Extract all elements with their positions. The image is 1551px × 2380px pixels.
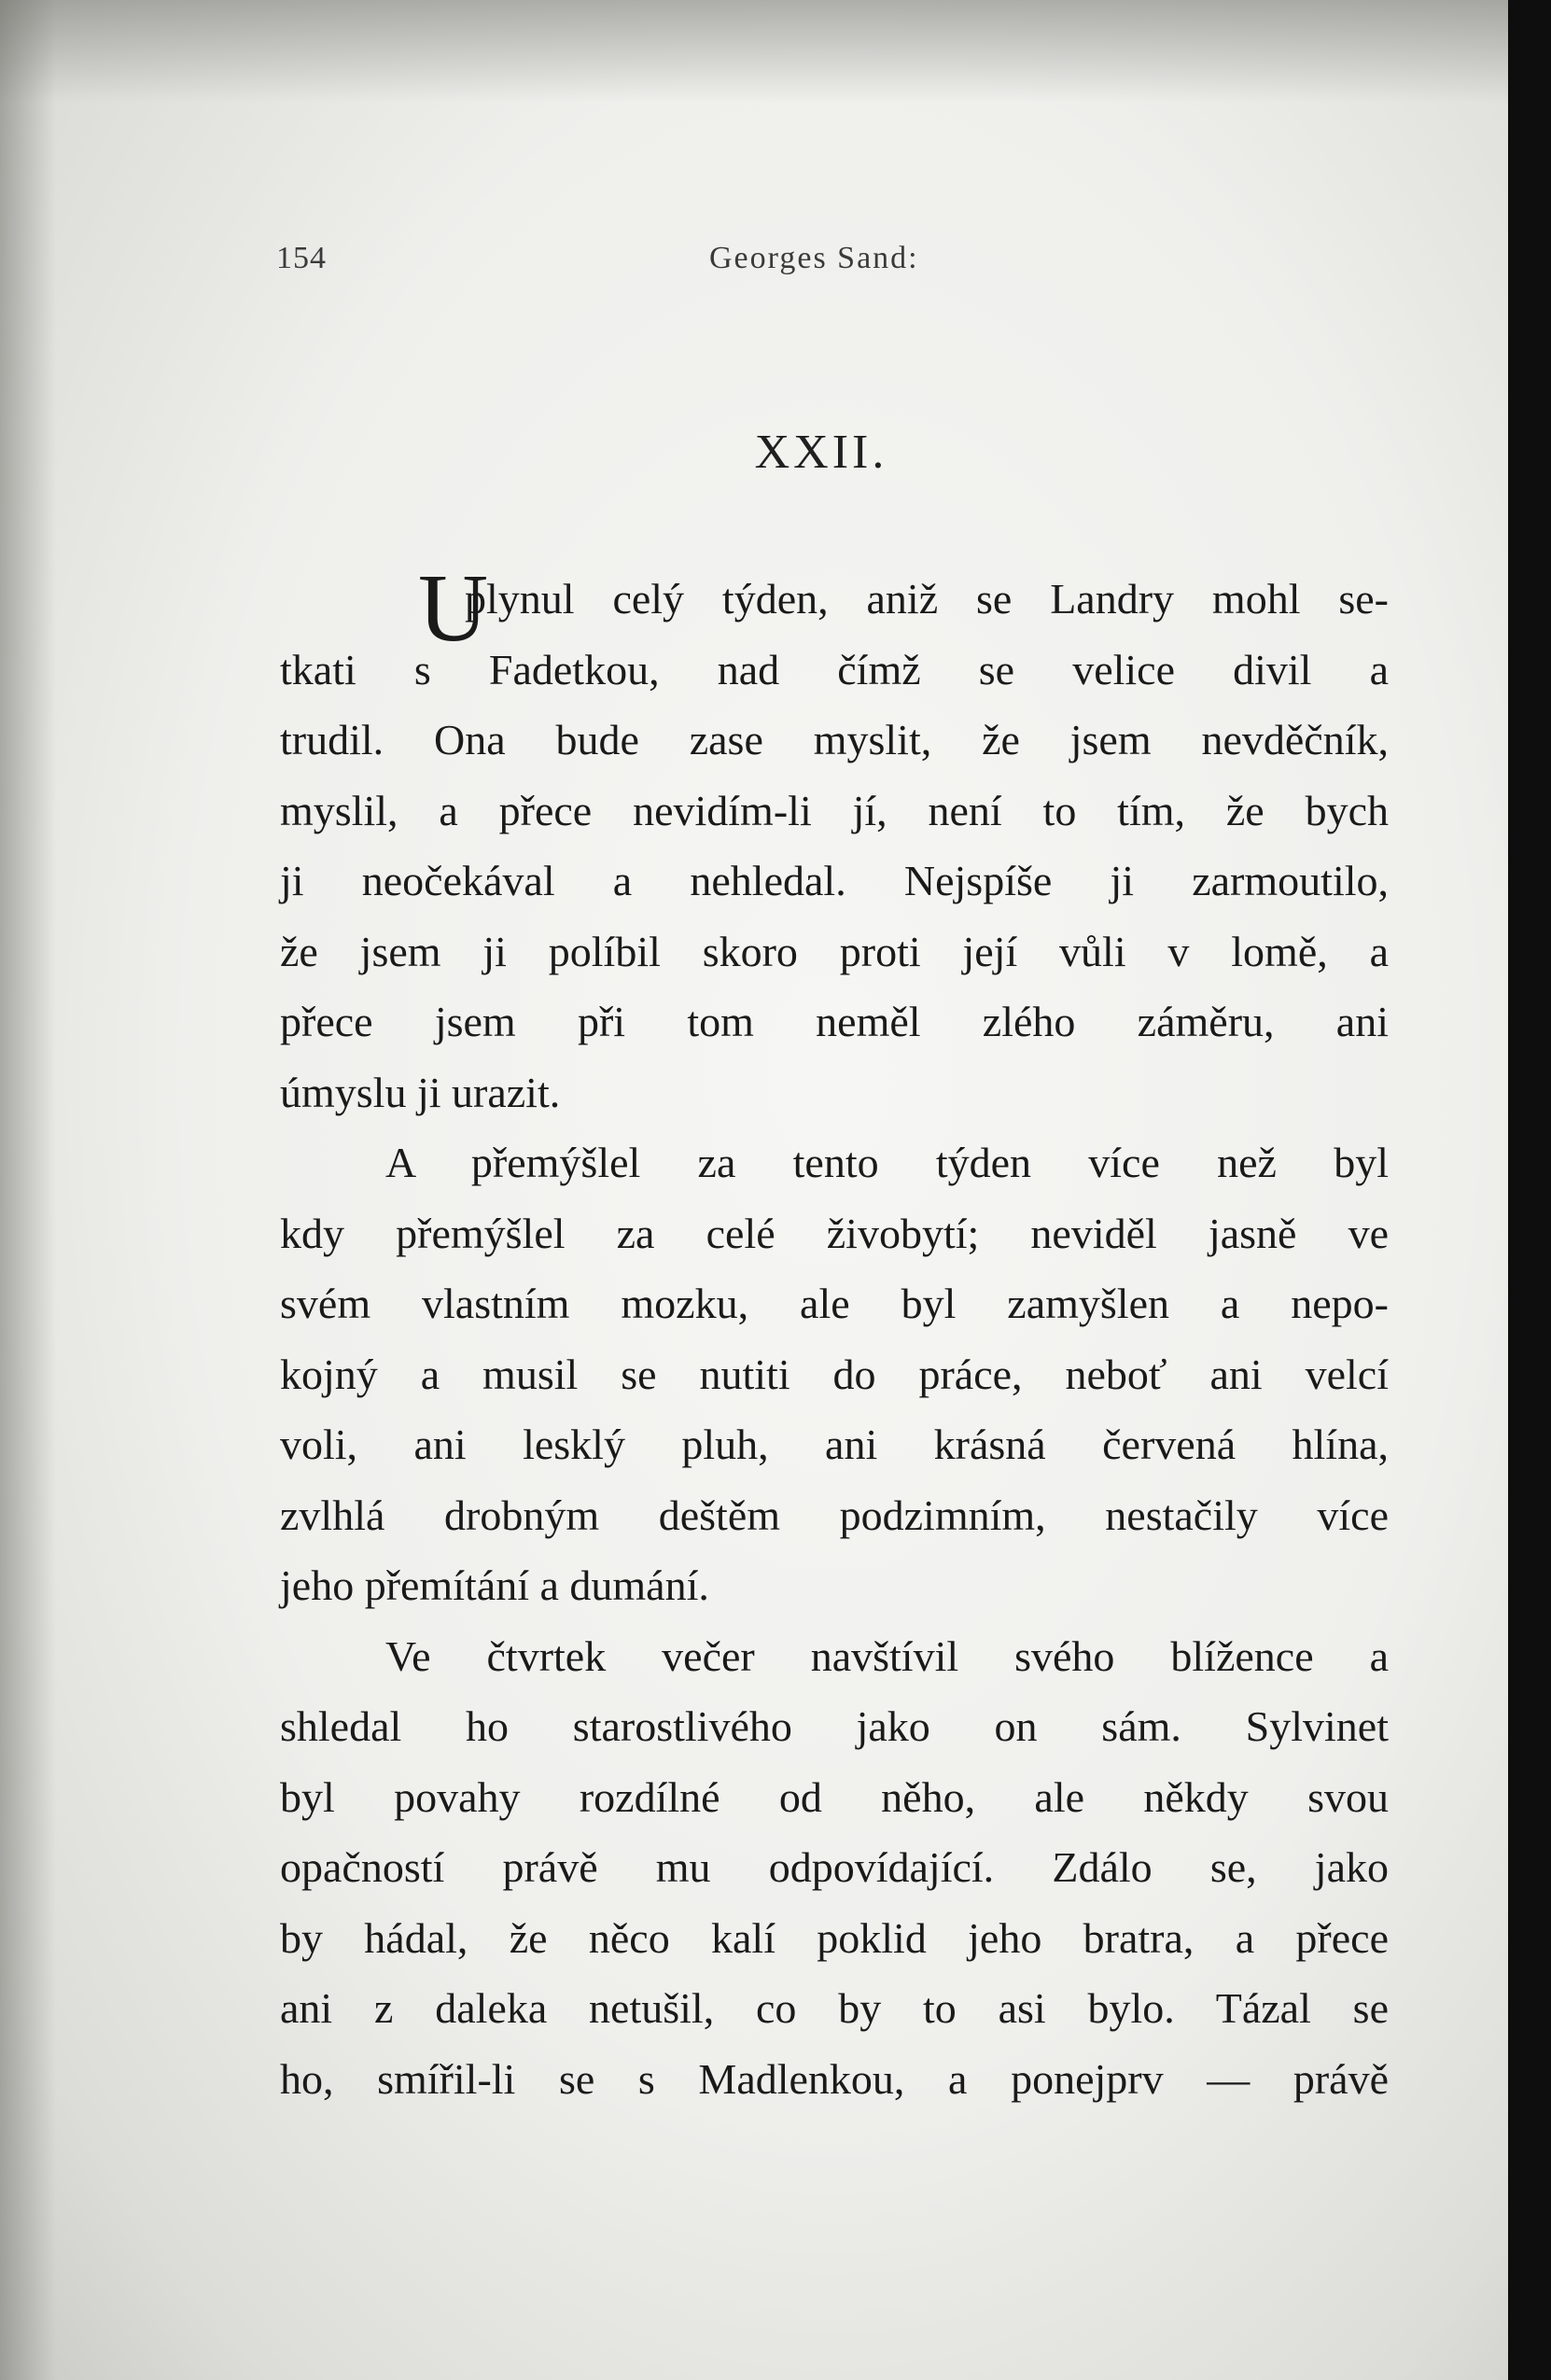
text-line: myslil, a přece nevidím-li jí, není to tím, že bych <box>280 786 1389 834</box>
page-edge-shadow-left <box>0 0 56 2380</box>
text-line: trudil. Ona bude zase myslit, že jsem nevděčník, <box>280 716 1389 763</box>
running-head: Georges Sand: <box>709 241 919 275</box>
book-binding-edge <box>1508 0 1551 2380</box>
text-line: kojný a musil se nutiti do práce, neboť ani velcí <box>280 1350 1389 1398</box>
text-line: kdy přemýšlel za celé živobytí; neviděl jasně ve <box>280 1209 1389 1257</box>
drop-cap: U <box>418 554 489 662</box>
text-line: úmyslu ji urazit. <box>280 1068 561 1116</box>
page-edge-shadow-top <box>0 0 1508 103</box>
text-line: přece jsem při tom neměl zlého záměru, ani <box>280 998 1389 1045</box>
body-text <box>280 554 1389 2114</box>
text-line: A přemýšlel za tento týden více než byl <box>385 1139 1389 1186</box>
text-line: plynul celý týden, aniž se Landry mohl se- <box>465 575 1389 623</box>
text-line: zvlhlá drobným deštěm podzimním, nestačily více <box>280 1491 1389 1539</box>
page-number: 154 <box>276 241 327 275</box>
text-line: Ve čtvrtek večer navštívil svého blížence a <box>385 1631 1389 1680</box>
text-line: že jsem ji políbil skoro proti její vůli v lomě, a <box>280 927 1389 975</box>
text-line: tkati s Fadetkou, nad čímž se velice divil a <box>280 645 1389 693</box>
text-line: ho, smířil-li se s Madlenkou, a ponejprv — právě <box>280 2054 1389 2103</box>
text-line: byl povahy rozdílné od něho, ale někdy svou <box>280 1772 1389 1821</box>
text-line: by hádal, že něco kalí poklid jeho bratra, a přece <box>280 1913 1389 1962</box>
text-line: ani z daleka netušil, co by to asi bylo. Tázal se <box>280 1984 1389 2032</box>
text-line: ji neočekával a nehledal. Nejspíše ji zarmoutilo, <box>280 857 1389 904</box>
chapter-title: XXII. <box>754 426 888 479</box>
text-line: svém vlastním mozku, ale byl zamyšlen a nepo- <box>280 1280 1389 1327</box>
text-line: jeho přemítání a dumání. <box>280 1561 709 1609</box>
page-header <box>276 241 1387 287</box>
text-line: shledal ho starostlivého jako on sám. Sylvinet <box>280 1702 1389 1750</box>
text-line: opačností právě mu odpovídající. Zdálo se, jako <box>280 1843 1389 1891</box>
text-line: voli, ani lesklý pluh, ani krásná červená hlína, <box>280 1421 1389 1468</box>
